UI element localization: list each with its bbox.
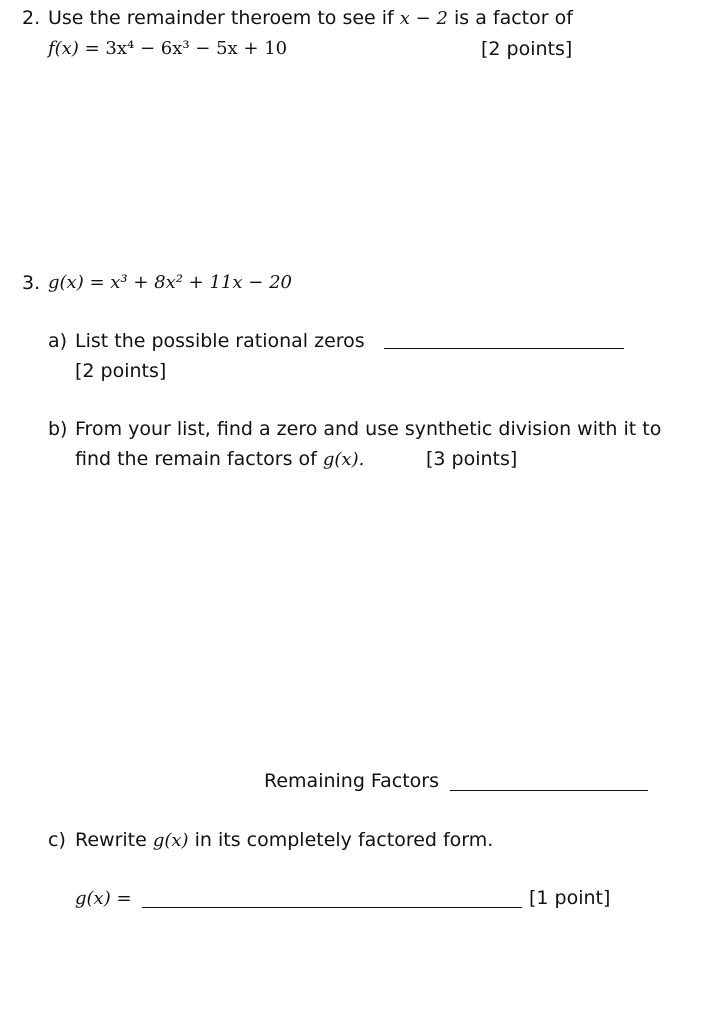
q3a-answer-line[interactable] — [384, 348, 624, 349]
q3-number: 3. — [22, 272, 41, 294]
remaining-factors-label: Remaining Factors — [264, 770, 439, 792]
q2-expression: x − 2 — [399, 8, 448, 29]
q3c-text1: Rewrite — [75, 829, 147, 851]
q2-function — [48, 38, 287, 59]
q2-prompt: Use the remainder theroem to see if — [48, 7, 394, 29]
q3c-text2: in its completely factored form. — [194, 829, 494, 851]
remaining-factors-answer-line[interactable] — [450, 790, 648, 791]
q3c-answer-line[interactable] — [142, 907, 522, 908]
q3b-line2-math: g(x). — [322, 449, 365, 470]
q3b-line2-text: find the remain factors of — [75, 448, 317, 470]
q2-text — [48, 7, 573, 29]
q3c-answer-label: g(x) = — [75, 888, 132, 909]
q2-function-lhs: f(x) = — [48, 38, 100, 59]
q3a-text: List the possible rational zeros — [75, 330, 365, 352]
q3b-points: [3 points] — [426, 448, 518, 470]
q3a-label: a) — [48, 330, 68, 352]
q3b-label: b) — [48, 418, 68, 440]
q2-points: [2 points] — [481, 38, 573, 60]
q2-number: 2. — [22, 7, 41, 29]
q3a-points: [2 points] — [75, 360, 167, 382]
q2-function-rhs: 3x⁴ − 6x³ − 5x + 10 — [105, 38, 288, 59]
q3-function: g(x) = x³ + 8x² + 11x − 20 — [48, 272, 292, 293]
q3c-points: [1 point] — [529, 887, 611, 909]
q2-prompt-end: is a factor of — [453, 7, 573, 29]
q3c-math: g(x) — [152, 830, 189, 851]
q3c-label: c) — [48, 829, 66, 851]
q3b-line1: From your list, find a zero and use synthetic division with it to — [75, 418, 662, 440]
q3b-line2 — [75, 448, 364, 470]
q3c-text — [75, 829, 493, 851]
